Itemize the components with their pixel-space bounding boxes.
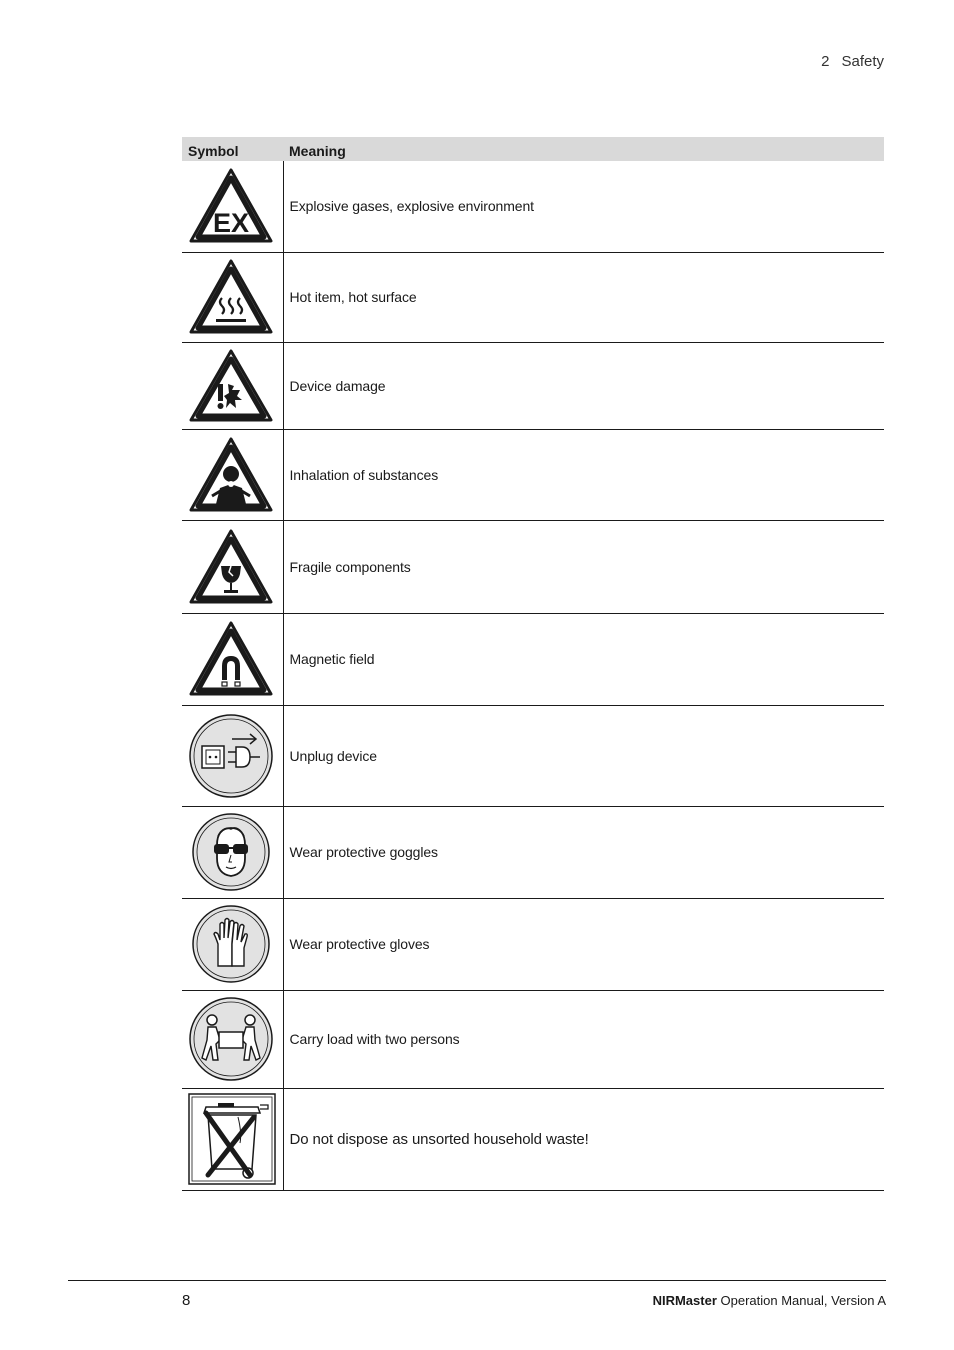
doc-title: Operation Manual, Version A bbox=[720, 1293, 886, 1308]
table-row bbox=[182, 613, 884, 705]
meaning-text: Hot item, hot surface bbox=[283, 252, 884, 342]
meaning-text: Device damage bbox=[283, 342, 884, 429]
table-row bbox=[182, 705, 884, 806]
table-row bbox=[182, 898, 884, 990]
footer-doc-title bbox=[653, 1293, 886, 1308]
chapter-title: Safety bbox=[841, 53, 884, 70]
product-name: NIRMaster bbox=[652, 1293, 717, 1308]
meaning-text: Fragile components bbox=[283, 520, 884, 613]
chapter-number: 2 bbox=[821, 53, 830, 70]
column-header-meaning: Meaning bbox=[283, 137, 884, 161]
table-row bbox=[182, 1088, 884, 1190]
table-row bbox=[182, 990, 884, 1088]
symbol-table bbox=[182, 137, 884, 1191]
two-person-lift-icon bbox=[188, 996, 274, 1082]
gloves-icon bbox=[188, 904, 274, 984]
explosive-atmosphere-icon bbox=[188, 167, 274, 245]
footer-divider bbox=[68, 1280, 886, 1281]
table-row bbox=[182, 342, 884, 429]
svg-text:EX: EX bbox=[212, 208, 250, 239]
page-number: 8 bbox=[182, 1292, 191, 1309]
table-row bbox=[182, 806, 884, 898]
unplug-icon bbox=[188, 713, 274, 799]
meaning-text: Carry load with two persons bbox=[283, 990, 884, 1088]
meaning-text: Wear protective gloves bbox=[283, 898, 884, 990]
meaning-text: Inhalation of substances bbox=[283, 429, 884, 520]
meaning-text: Do not dispose as unsorted household waste! bbox=[283, 1088, 884, 1190]
fragile-icon bbox=[188, 528, 274, 606]
table-header-row bbox=[182, 137, 884, 161]
inhalation-icon bbox=[188, 436, 274, 514]
table-row bbox=[182, 429, 884, 520]
running-header bbox=[821, 53, 884, 70]
table-row bbox=[182, 252, 884, 342]
weee-bin-icon bbox=[188, 1093, 276, 1185]
meaning-text: Magnetic field bbox=[283, 613, 884, 705]
meaning-text: Explosive gases, explosive environment bbox=[283, 161, 884, 252]
column-header-symbol: Symbol bbox=[182, 137, 283, 161]
table-row bbox=[182, 520, 884, 613]
magnetic-field-icon bbox=[188, 620, 274, 698]
device-damage-icon bbox=[188, 348, 274, 424]
table-row bbox=[182, 161, 884, 252]
meaning-text: Wear protective goggles bbox=[283, 806, 884, 898]
hot-surface-icon bbox=[188, 258, 274, 336]
goggles-icon bbox=[188, 812, 274, 892]
meaning-text: Unplug device bbox=[283, 705, 884, 806]
